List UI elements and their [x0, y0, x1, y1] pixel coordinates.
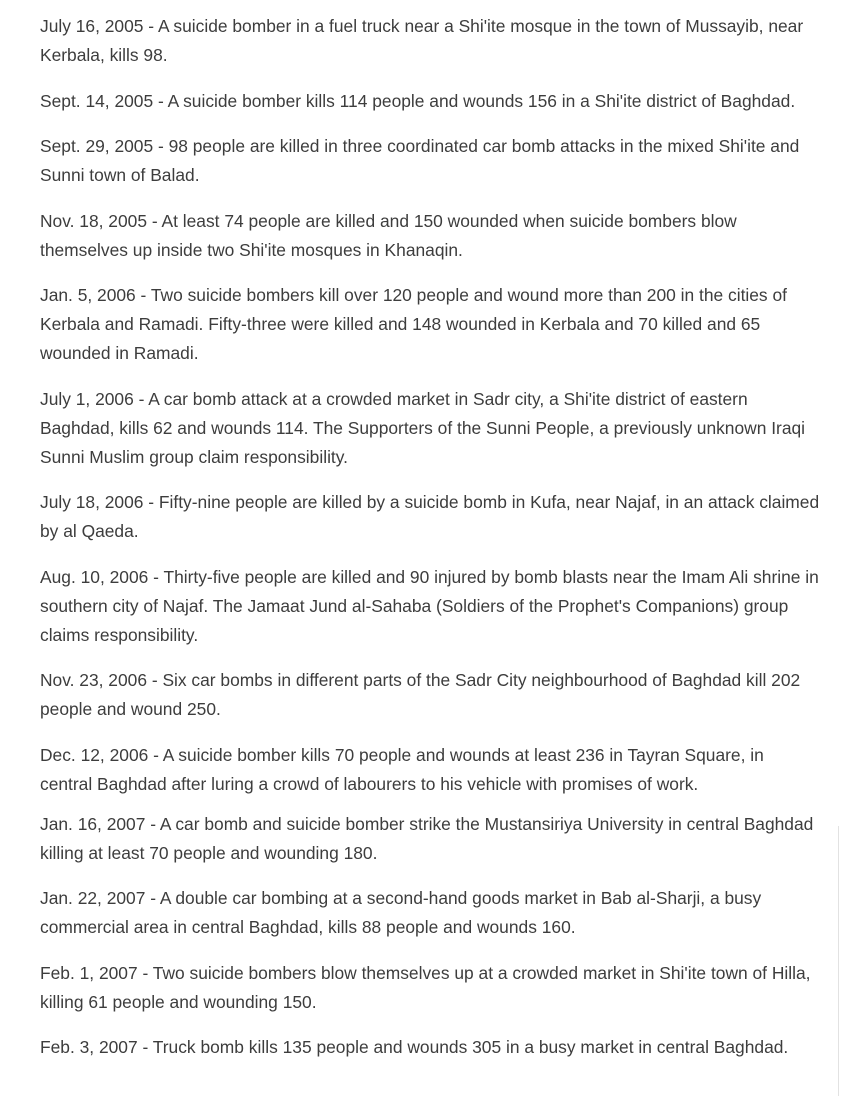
entry-2006-12-12: Dec. 12, 2006 - A suicide bomber kills 70 people and wounds at least 236 in Tayran Square, in central Baghdad after luring a crowd of labourers to his vehicle with promises of work. [40, 744, 764, 794]
entry-2007-01-22: Jan. 22, 2007 - A double car bombing at a second-hand goods market in Bab al-Sharji, a busy commercial area in central Baghdad, kills 88 people and wounds 160. [40, 888, 762, 937]
entry-2006-07-01: July 1, 2006 - A car bomb attack at a crowded market in Sadr city, a Shi'ite district of eastern Baghdad, kills 62 and wounds 114. The Supporters of the Sunni People, a previously unknown Iraqi Sunni Muslim group claim responsibility. [40, 388, 806, 467]
entry-2005-11-18: Nov. 18, 2005 - At least 74 people are killed and 150 wounded when suicide bombers blow themselves up inside two Shi'ite mosques in Khanaqin. [40, 210, 737, 260]
entry-2007-02-01: Feb. 1, 2007 - Two suicide bombers blow themselves up at a crowded market in Shi'ite town of Hilla, killing 61 people and wounding 150. [40, 962, 811, 1012]
entry-2006-07-18: July 18, 2006 - Fifty-nine people are killed by a suicide bomb in Kufa, near Najaf, in an attack claimed by al Qaeda. [40, 492, 820, 541]
entry-2007-01-16: Jan. 16, 2007 - A car bomb and suicide bomber strike the Mustansiriya University in central Baghdad killing at least 70 people and wounding 180. [40, 813, 814, 863]
entry-2006-08-10: Aug. 10, 2006 - Thirty-five people are killed and 90 injured by bomb blasts near the Imam Ali shrine in southern city of Najaf. The Jamaat Jund al-Sahaba (Soldiers of the Prophet's Companions) group claims responsibility. [40, 566, 819, 645]
entry-2005-09-14: Sept. 14, 2005 - A suicide bomber kills 114 people and wounds 156 in a Shi'ite district of Baghdad. [40, 90, 796, 111]
scrollbar-track-edge [838, 826, 839, 1096]
entry-2007-02-03: Feb. 3, 2007 - Truck bomb kills 135 people and wounds 305 in a busy market in central Baghdad. [40, 1037, 789, 1057]
entry-2006-11-23: Nov. 23, 2006 - Six car bombs in different parts of the Sadr City neighbourhood of Baghdad kill 202 people and wound 250. [40, 670, 801, 719]
article-body [40, 12, 820, 1079]
entry-2005-09-29: Sept. 29, 2005 - 98 people are killed in three coordinated car bomb attacks in the mixed Shi'ite and Sunni town of Balad. [40, 136, 800, 185]
entry-2006-01-05: Jan. 5, 2006 - Two suicide bombers kill over 120 people and wound more than 200 in the cities of Kerbala and Ramadi. Fifty-three were killed and 148 wounded in Kerbala and 70 killed and 65 wounded in Ramadi. [40, 285, 787, 363]
entry-2005-07-16: July 16, 2005 - A suicide bomber in a fuel truck near a Shi'ite mosque in the town of Mussayib, near Kerbala, kills 98. [40, 16, 804, 65]
